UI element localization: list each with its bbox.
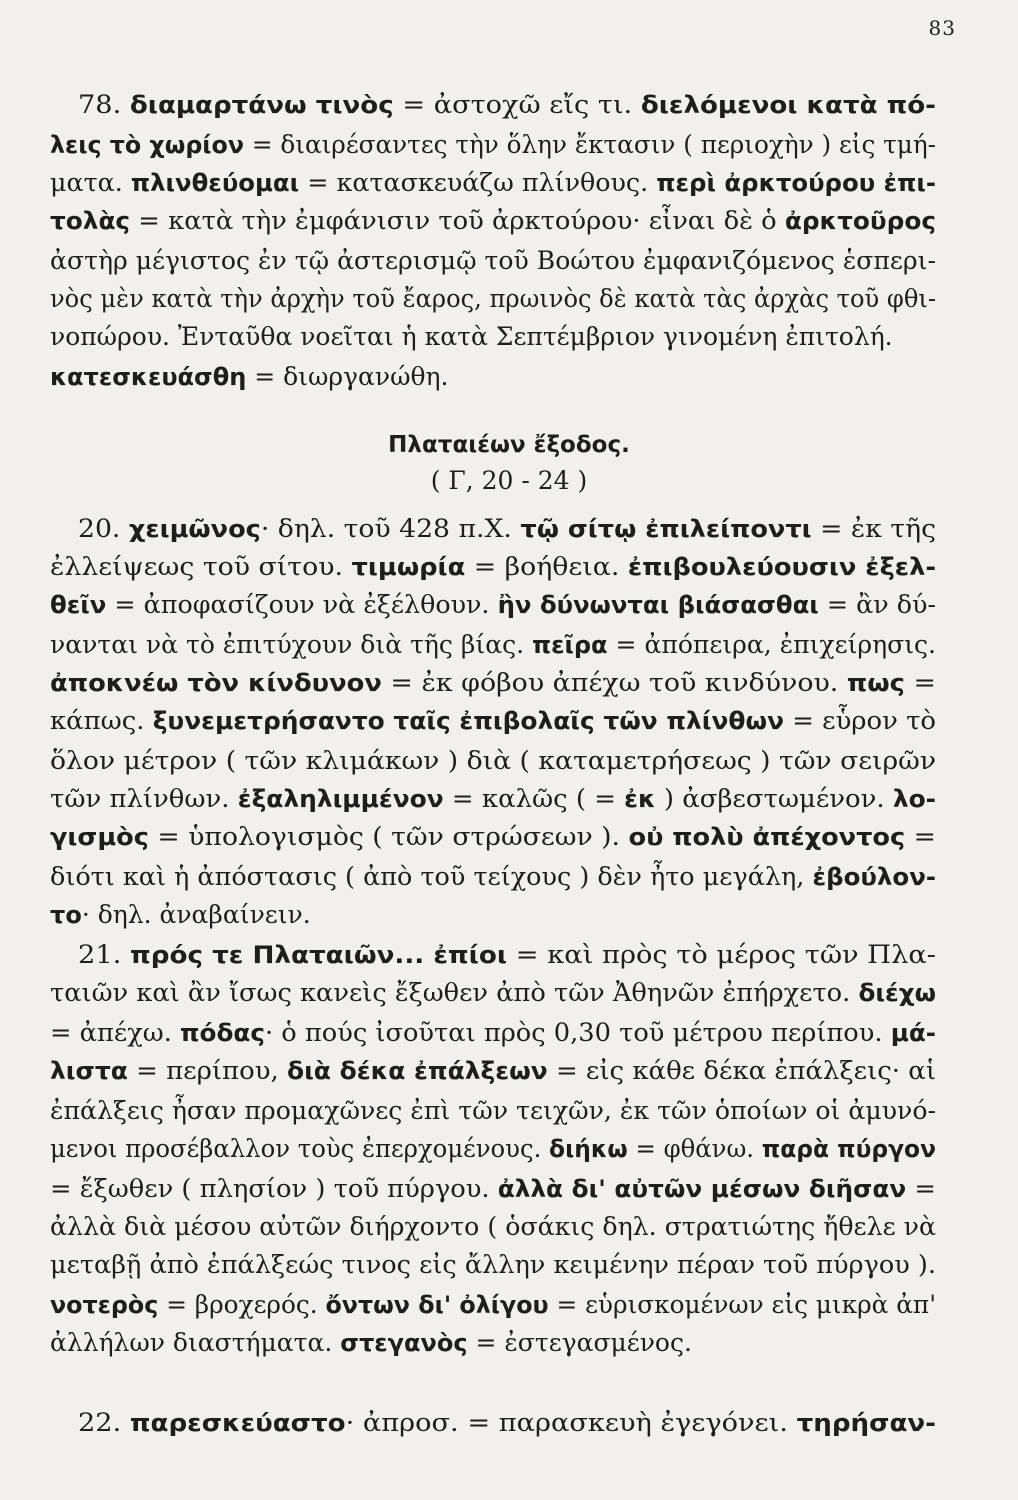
gloss-text: = ἔξωθεν ( πλησίον ) τοῦ πύργου. bbox=[50, 1174, 498, 1203]
text-line bbox=[50, 628, 936, 664]
gloss-text: μενοι προσέβαλλον τοὺς ἐπερχομένους. bbox=[50, 1134, 550, 1163]
bold-term: ἐπιβουλεύουσιν ἐξελ- bbox=[627, 553, 936, 581]
bold-term: ἢν δύνωνται βιάσασθαι bbox=[497, 591, 819, 619]
bold-term: παρὰ πύργον bbox=[761, 1135, 936, 1163]
bold-term: περὶ ἀρκτούρου ἐπι- bbox=[656, 169, 936, 197]
text-line bbox=[50, 704, 936, 740]
gloss-text: = ἀπόπειρα, ἐπιχείρησις. bbox=[607, 630, 936, 659]
bold-term: πόδας bbox=[180, 1019, 265, 1047]
bold-term: ὄντων δι' ὀλίγου bbox=[325, 1291, 549, 1319]
bold-term: το bbox=[50, 901, 82, 929]
gloss-text: = bbox=[904, 668, 936, 697]
bold-term: λεις τὸ χωρίον bbox=[50, 131, 244, 159]
bold-term: διελόμενοι κατὰ πό- bbox=[640, 91, 937, 119]
text-line bbox=[50, 360, 936, 396]
bold-term: τολὰς bbox=[50, 207, 131, 235]
text-line bbox=[50, 166, 936, 202]
gloss-text: νοπώρου. Ἐνταῦθα νοεῖται ἡ κατὰ Σεπτέμβριον γινομένη ἐπιτολή. bbox=[50, 322, 893, 351]
text-line bbox=[78, 1406, 936, 1442]
gloss-text: = ἐκ φόβου ἀπέχω τοῦ κινδύνου. bbox=[381, 668, 847, 697]
gloss-text: = βροχερός. bbox=[158, 1290, 326, 1319]
gloss-text: = καὶ πρὸς τὸ μέρος τῶν Πλα- bbox=[507, 940, 936, 969]
bold-term: λο- bbox=[892, 785, 937, 813]
text-line bbox=[50, 244, 936, 280]
bold-term: τῷ σίτῳ ἐπιλείποντι bbox=[520, 515, 812, 543]
bold-term: πρός τε Πλαταιῶν... ἐπίοι bbox=[130, 941, 508, 969]
text-line bbox=[50, 782, 936, 818]
gloss-text: 20. bbox=[78, 514, 129, 543]
gloss-text: κάπως. bbox=[50, 706, 153, 735]
bold-term: ἀποκνέω τὸν κίνδυνον bbox=[50, 669, 382, 697]
bold-term: ἐβούλον- bbox=[812, 863, 936, 891]
gloss-text: = κατὰ τὴν ἐμφάνισιν τοῦ ἀρκτούρου· εἶναι δὲ ὁ bbox=[130, 206, 785, 235]
bold-term: στεγανὸς bbox=[340, 1329, 468, 1357]
gloss-text: = ἐστεγασμένος. bbox=[467, 1328, 692, 1357]
gloss-text: · δηλ. τοῦ 428 π.Χ. bbox=[260, 514, 521, 543]
gloss-text: ἐπάλξεις ἦσαν προμαχῶνες ἐπὶ τῶν τειχῶν, ἐκ τῶν ὁποίων οἱ ἀμυνό- bbox=[50, 1096, 936, 1125]
bold-term: διαμαρτάνω τινὸς bbox=[129, 91, 394, 119]
gloss-text: ταιῶν καὶ ἂν ἴσως κανεὶς ἔξωθεν ἀπὸ τῶν Ἀθηνῶν ἐπήρχετο. bbox=[50, 978, 859, 1007]
gloss-text: · ἀπροσ. = παρασκευὴ ἐγεγόνει. bbox=[345, 1408, 797, 1437]
text-line bbox=[50, 1288, 936, 1324]
gloss-text: = καλῶς ( = bbox=[443, 784, 625, 813]
text-line bbox=[50, 1210, 936, 1246]
bold-term: γισμὸς bbox=[50, 823, 149, 851]
text-line bbox=[50, 1016, 936, 1052]
text-line bbox=[50, 1132, 936, 1168]
gloss-text: ὅλον μέτρον ( τῶν κλιμάκων ) διὰ ( καταμετρήσεως ) τῶν σειρῶν bbox=[50, 746, 937, 775]
gloss-text: = εὗρον τὸ bbox=[784, 706, 937, 735]
gloss-text: = ἀποφασίζουν νὰ ἐξέλθουν. bbox=[106, 590, 498, 619]
gloss-text: μεταβῇ ἀπὸ ἐπάλξεώς τινος εἰς ἄλλην κειμένην πέραν τοῦ πύργου ). bbox=[50, 1250, 937, 1279]
text-line bbox=[50, 550, 936, 586]
page-number: 83 bbox=[928, 16, 956, 40]
gloss-text: 78. bbox=[78, 90, 130, 119]
gloss-text: = bbox=[906, 1174, 936, 1203]
text-line bbox=[50, 282, 936, 318]
text-line bbox=[50, 588, 936, 624]
bold-term: πως bbox=[846, 669, 905, 697]
gloss-text: = bbox=[905, 822, 937, 851]
gloss-text: = εἰς κάθε δέκα ἐπάλξεις· αἱ bbox=[547, 1056, 936, 1085]
text-line bbox=[50, 204, 936, 240]
gloss-text: = διωργανώθη. bbox=[246, 362, 449, 391]
bold-term: ἀλλὰ δι' αὐτῶν μέσων διῆσαν bbox=[497, 1175, 907, 1203]
gloss-text: τῶν πλίνθων. bbox=[50, 784, 238, 813]
bold-term: παρεσκεύαστο bbox=[129, 1409, 346, 1437]
gloss-text: = βοήθεια. bbox=[465, 552, 628, 581]
gloss-text: 22. bbox=[78, 1408, 130, 1437]
gloss-text: ματα. bbox=[50, 168, 131, 197]
text-line bbox=[50, 860, 936, 896]
text-line bbox=[50, 820, 936, 856]
text-line bbox=[50, 320, 936, 356]
bold-term: διέχω bbox=[858, 979, 936, 1007]
bold-term: κατεσκευάσθη bbox=[50, 363, 247, 391]
bold-term: θεῖν bbox=[50, 591, 107, 619]
text-line bbox=[78, 938, 936, 974]
bold-term: οὐ πολὺ ἀπέχοντος bbox=[628, 823, 906, 851]
text-line bbox=[50, 1248, 936, 1284]
bold-term: διήκω bbox=[549, 1135, 628, 1163]
bold-term: μά- bbox=[890, 1019, 936, 1047]
gloss-text: = περίπου, bbox=[127, 1056, 287, 1085]
text-line bbox=[78, 88, 936, 124]
gloss-text: 21. bbox=[78, 940, 131, 969]
bold-term: ἐκ bbox=[624, 785, 656, 813]
gloss-text: = εὑρισκομένων εἰς μικρὰ ἀπ' bbox=[548, 1290, 936, 1319]
gloss-text: = ἀστοχῶ εἴς τι. bbox=[393, 90, 641, 119]
bold-term: ἀρκτοῦρος bbox=[784, 207, 936, 235]
gloss-text: = ὑπολογισμὸς ( τῶν στρώσεων ). bbox=[148, 822, 629, 851]
text-line bbox=[50, 744, 936, 780]
gloss-text: · δηλ. ἀναβαίνειν. bbox=[81, 900, 311, 929]
bold-term: χειμῶνος bbox=[128, 515, 261, 543]
gloss-text: νανται νὰ τὸ ἐπιτύχουν διὰ τῆς βίας. bbox=[50, 630, 533, 659]
bold-term: λιστα bbox=[50, 1057, 128, 1085]
gloss-text: = ἀπέχω. bbox=[50, 1018, 181, 1047]
section-heading: Πλαταιέων ἔξοδος. bbox=[388, 432, 630, 458]
bold-term: διὰ δέκα ἐπάλξεων bbox=[286, 1057, 548, 1085]
gloss-text: · ὁ πούς ἰσοῦται πρὸς 0,30 τοῦ μέτρου περίπου. bbox=[264, 1018, 891, 1047]
text-line bbox=[50, 976, 936, 1012]
text-line bbox=[50, 1326, 936, 1362]
bold-term: ἐξαληλιμμένον bbox=[237, 785, 444, 813]
gloss-text: = διαιρέσαντες τὴν ὅλην ἔκτασιν ( περιοχὴν ) εἰς τμή- bbox=[243, 130, 936, 159]
gloss-text: = κατασκευάζω πλίνθους. bbox=[299, 168, 657, 197]
gloss-text: = ἐκ τῆς bbox=[811, 514, 936, 543]
text-line bbox=[50, 128, 936, 164]
text-line bbox=[50, 1172, 936, 1208]
gloss-text: ἐλλείψεως τοῦ σίτου. bbox=[50, 552, 352, 581]
text-line bbox=[78, 512, 936, 548]
gloss-text: νὸς μὲν κατὰ τὴν ἀρχὴν τοῦ ἔαρος, πρωινὸς δὲ κατὰ τὰς ἀρχὰς τοῦ φθι- bbox=[50, 284, 936, 313]
bold-term: ξυνεμετρήσαντο ταῖς ἐπιβολαῖς τῶν πλίνθων bbox=[152, 707, 785, 735]
text-line bbox=[50, 1054, 936, 1090]
bold-term: τηρήσαν- bbox=[796, 1409, 936, 1437]
gloss-text: = ἂν δύ- bbox=[818, 590, 936, 619]
gloss-text: διότι καὶ ἡ ἀπόστασις ( ἀπὸ τοῦ τείχους ) δὲν ἦτο μεγάλη, bbox=[50, 862, 813, 891]
text-line bbox=[50, 898, 936, 934]
text-line bbox=[50, 666, 936, 702]
gloss-text: ) ἀσβεστωμένον. bbox=[655, 784, 893, 813]
text-line bbox=[50, 1094, 936, 1130]
section-range: ( Γ, 20 - 24 ) bbox=[430, 466, 588, 495]
gloss-text: ἀλλήλων διαστήματα. bbox=[50, 1328, 341, 1357]
bold-term: νοτερὸς bbox=[50, 1291, 159, 1319]
gloss-text: ἀστὴρ μέγιστος ἐν τῷ ἀστερισμῷ τοῦ Βοώτου ἐμφανιζόμενος ἑσπερι- bbox=[50, 246, 936, 275]
gloss-text: = φθάνω. bbox=[627, 1134, 762, 1163]
bold-term: πεῖρα bbox=[532, 631, 608, 659]
bold-term: πλινθεύομαι bbox=[130, 169, 300, 197]
gloss-text: ἀλλὰ διὰ μέσου αὐτῶν διήρχοντο ( ὁσάκις δηλ. στρατιώτης ἤθελε νὰ bbox=[50, 1212, 936, 1241]
bold-term: τιμωρία bbox=[351, 553, 466, 581]
